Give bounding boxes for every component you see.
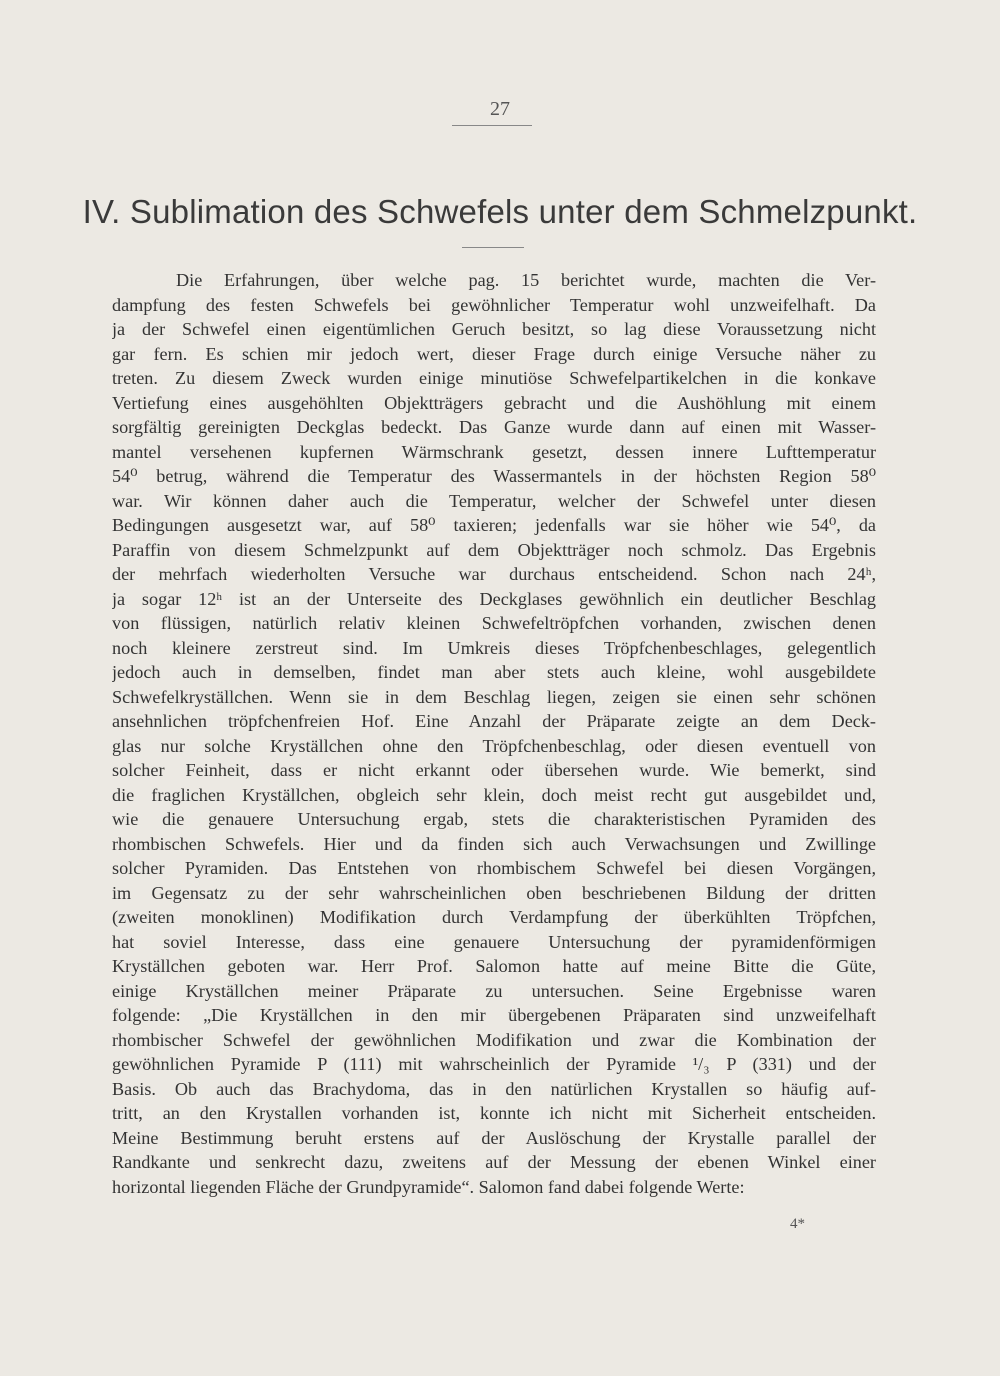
- text-line: rhombischen Schwefels. Hier und da finden sich auch Verwachsungen und Zwillinge: [112, 833, 876, 854]
- text-line: von flüssigen, natürlich relativ kleinen Schwefeltröpfchen vorhanden, zwischen denen: [112, 613, 876, 633]
- heading-rule: [462, 247, 524, 248]
- text-line: Bedingungen ausgesetzt war, auf 58⁰ taxieren; jedenfalls war sie höher wie 54⁰, da: [112, 515, 876, 535]
- text-line: dampfung des festen Schwefels bei gewöhnlicher Temperatur wohl unzweifelhaft. Da: [112, 294, 876, 315]
- text-line: Basis. Ob auch das Brachydoma, das in den natürlichen Krystallen so häufig auf-: [112, 1078, 876, 1099]
- text-line: Die Erfahrungen, über welche pag. 15 berichtet wurde, machten die Ver-: [176, 270, 876, 290]
- text-line: ansehnlichen tröpfchenfreien Hof. Eine Anzahl der Präparate zeigte an dem Deck-: [112, 711, 876, 731]
- body-text: [112, 268, 876, 1199]
- text-line: horizontal liegenden Fläche der Grundpyramide“. Salomon fand dabei folgende Werte:: [112, 1176, 745, 1197]
- text-line: ja sogar 12ʰ ist an der Unterseite des Deckglases gewöhnlich ein deutlicher Beschlag: [112, 588, 876, 609]
- text-line: solcher Pyramiden. Das Entstehen von rhombischem Schwefel bei diesen Vorgängen,: [112, 858, 876, 878]
- text-line: wie die genauere Untersuchung ergab, stets die charakteristischen Pyramiden des: [112, 809, 876, 829]
- text-line: solcher Feinheit, dass er nicht erkannt oder übersehen wurde. Wie bemerkt, sind: [112, 760, 876, 780]
- text-line: Meine Bestimmung beruht erstens auf der Auslöschung der Krystalle parallel der: [112, 1127, 876, 1148]
- text-line: Kryställchen geboten war. Herr Prof. Salomon hatte auf meine Bitte die Güte,: [112, 956, 876, 976]
- text-line: Schwefelkryställchen. Wenn sie in dem Beschlag liegen, zeigen sie einen sehr schönen: [112, 686, 876, 707]
- text-line: treten. Zu diesem Zweck wurden einige minutiöse Schwefelpartikelchen in die konkave: [112, 368, 876, 388]
- text-line: ja der Schwefel einen eigentümlichen Geruch besitzt, so lag diese Voraussetzung nicht: [112, 319, 876, 339]
- text-line: gewöhnlichen Pyramide P (111) mit wahrscheinlich der Pyramide ¹/₃ P (331) und der: [112, 1054, 876, 1074]
- text-line: mantel versehenen kupfernen Wärmschrank gesetzt, dessen innere Lufttemperatur: [112, 441, 876, 462]
- text-line: die fraglichen Kryställchen, obgleich sehr klein, doch meist recht gut ausgebildet und,: [112, 784, 876, 805]
- text-line: noch kleinere zerstreut sind. Im Umkreis dieses Tröpfchenbeschlages, gelegentlich: [112, 637, 876, 658]
- text-line: 54⁰ betrug, während die Temperatur des Wassermantels in der höchsten Region 58⁰: [112, 466, 876, 486]
- text-line: sorgfältig gereinigten Deckglas bedeckt. Das Ganze wurde dann auf einen mit Wasser-: [112, 417, 876, 437]
- top-rule: [452, 125, 532, 126]
- text-line: (zweiten monoklinen) Modifikation durch Verdampfung der überkühlten Tröpfchen,: [112, 907, 876, 927]
- text-line: hat soviel Interesse, dass eine genauere Untersuchung der pyramidenförmigen: [112, 931, 876, 952]
- text-line: der mehrfach wiederholten Versuche war durchaus entscheidend. Schon nach 24ʰ,: [112, 564, 876, 584]
- text-line: folgende: „Die Kryställchen in den mir übergebenen Präparaten sind unzweifelhaft: [112, 1005, 876, 1025]
- text-line: gar fern. Es schien mir jedoch wert, dieser Frage durch einige Versuche näher zu: [112, 343, 876, 364]
- text-line: glas nur solche Kryställchen ohne den Tröpfchenbeschlag, oder diesen eventuell von: [112, 735, 876, 756]
- text-line: tritt, an den Krystallen vorhanden ist, konnte ich nicht mit Sicherheit entscheiden.: [112, 1103, 876, 1123]
- section-heading: IV. Sublimation des Schwefels unter dem Schmelzpunkt.: [82, 193, 918, 230]
- page-number: 27: [490, 98, 510, 120]
- text-line: Vertiefung eines ausgehöhlten Objektträgers gebracht und die Aushöhlung mit einem: [112, 392, 876, 413]
- text-line: jedoch auch in demselben, findet man aber stets auch kleine, wohl ausgebildete: [112, 662, 876, 682]
- text-line: Randkante und senkrecht dazu, zweitens auf der Messung der ebenen Winkel einer: [112, 1152, 876, 1172]
- text-line: rhombischer Schwefel der gewöhnlichen Modifikation und zwar die Kombination der: [112, 1029, 876, 1050]
- text-line: war. Wir können daher auch die Temperatur, welcher der Schwefel unter diesen: [112, 490, 876, 511]
- signature-mark: 4*: [790, 1216, 805, 1232]
- text-line: einige Kryställchen meiner Präparate zu untersuchen. Seine Ergebnisse waren: [112, 980, 876, 1001]
- text-line: im Gegensatz zu der sehr wahrscheinlichen oben beschriebenen Bildung der dritten: [112, 882, 876, 903]
- text-line: Paraffin von diesem Schmelzpunkt auf dem Objektträger noch schmolz. Das Ergebnis: [112, 539, 876, 560]
